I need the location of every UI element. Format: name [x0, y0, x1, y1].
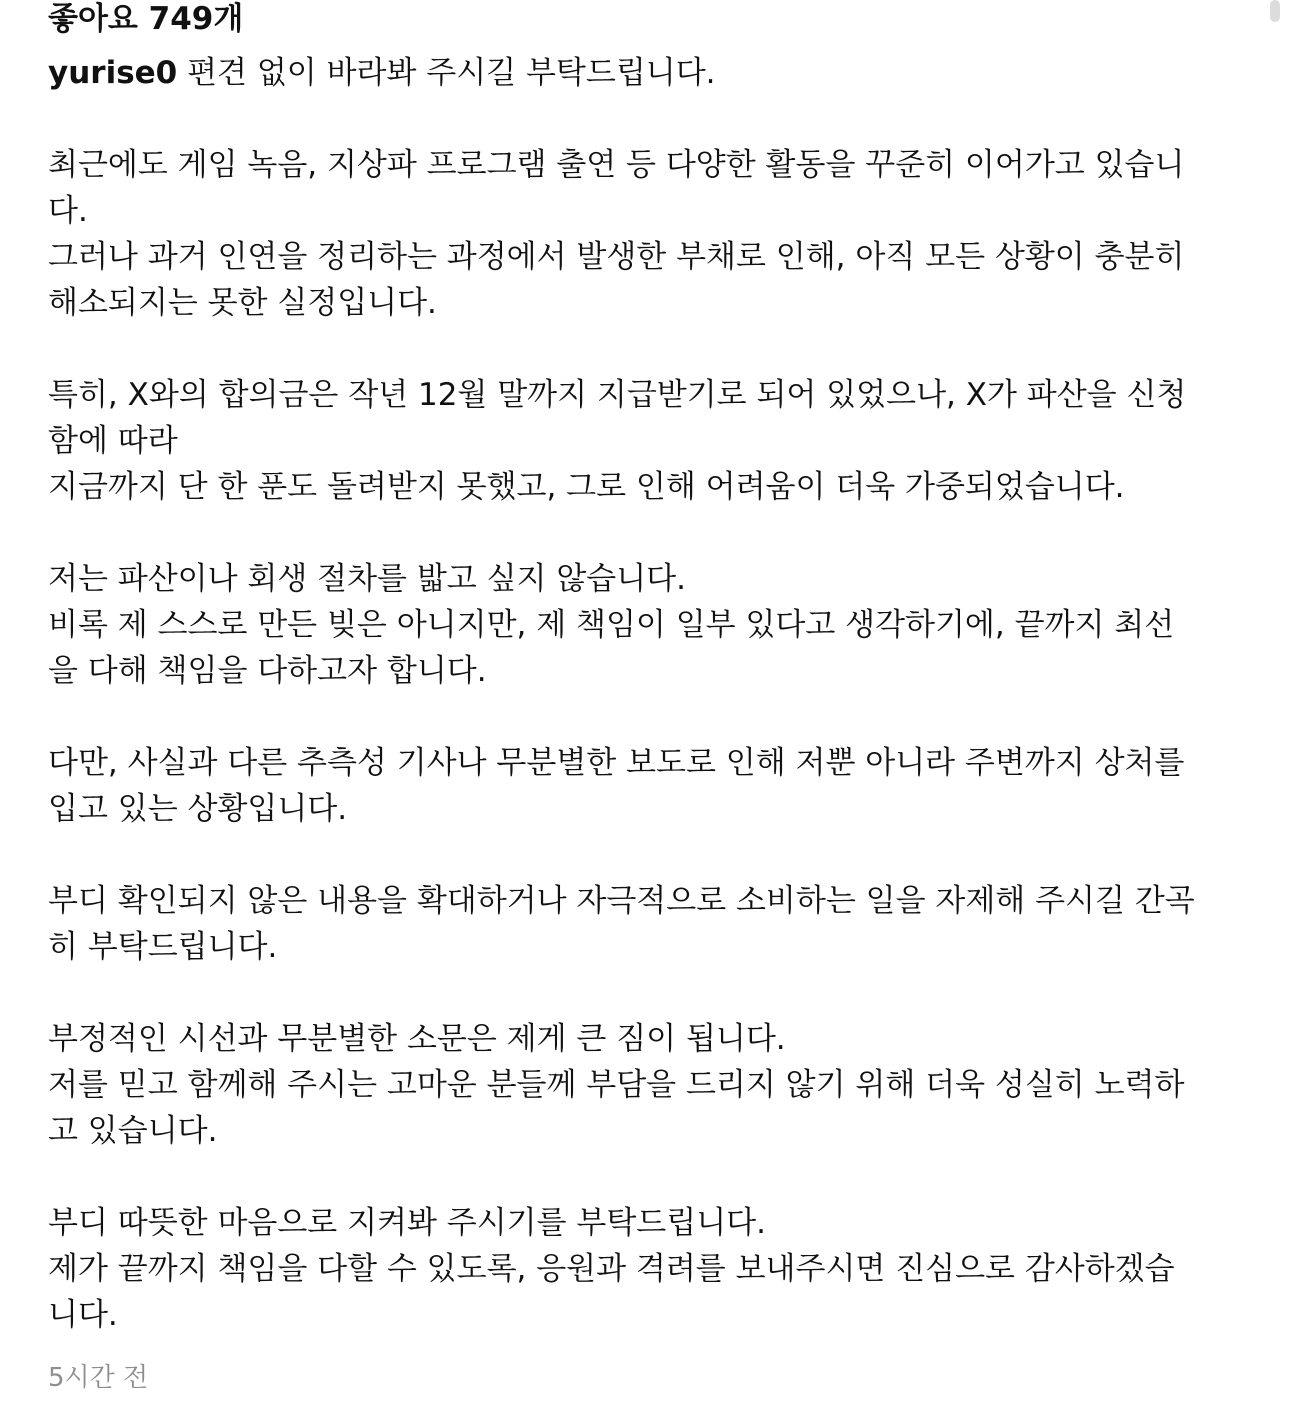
caption-line: [48, 510, 1244, 556]
caption-line: 부디 확인되지 않은 내용을 확대하거나 자극적으로 소비하는 일을 자제해 주시길 간곡: [48, 883, 1195, 919]
caption-line: [48, 694, 1244, 740]
caption-line: [48, 96, 1244, 142]
caption-line: 특히, X와의 합의금은 작년 12월 말까지 지급받기로 되어 있었으나, X가 파산을 신청: [48, 377, 1187, 413]
caption-line: 최근에도 게임 녹음, 지상파 프로그램 출연 등 다양한 활동을 꾸준히 이어가고 있습니: [48, 147, 1185, 183]
username-link[interactable]: yurise0: [48, 55, 178, 91]
caption-line: 부디 따뜻한 마음으로 지켜봐 주시기를 부탁드립니다.: [48, 1205, 766, 1241]
caption-line: 함에 따라: [48, 423, 178, 459]
post-timestamp[interactable]: 5시간 전: [48, 1363, 149, 1393]
caption-text: 편견 없이 바라봐 주시길 부탁드립니다.: [177, 55, 716, 91]
caption-line: 입고 있는 상황입니다.: [48, 791, 348, 827]
caption-line: 비록 제 스스로 만든 빚은 아니지만, 제 책임이 일부 있다고 생각하기에, 끝까지 최선: [48, 607, 1175, 643]
caption-line: [48, 970, 1244, 1016]
caption-line: 니다.: [48, 1297, 118, 1333]
caption-line: 제가 끝까지 책임을 다할 수 있도록, 응원과 격려를 보내주시면 진심으로 감사하겠습: [48, 1251, 1175, 1287]
caption-line: 저를 믿고 함께해 주시는 고마운 분들께 부담을 드리지 않기 위해 더욱 성실히 노력하: [48, 1067, 1185, 1103]
caption-line: [48, 832, 1244, 878]
caption-line: 히 부탁드립니다.: [48, 929, 278, 965]
scrollbar[interactable]: [1270, 0, 1280, 22]
caption-line: [48, 1154, 1244, 1200]
caption-line: 고 있습니다.: [48, 1113, 218, 1149]
caption-line: 그러나 과거 인연을 정리하는 과정에서 발생한 부채로 인해, 아직 모든 상황이 충분히: [48, 239, 1185, 275]
caption-line: [48, 326, 1244, 372]
caption-line: 부정적인 시선과 무분별한 소문은 제게 큰 짐이 됩니다.: [48, 1021, 786, 1057]
caption-line: 다만, 사실과 다른 추측성 기사나 무분별한 보도로 인해 저뿐 아니라 주변까지 상처를: [48, 745, 1185, 781]
caption-line: 다.: [48, 193, 88, 229]
caption-line: 을 다해 책임을 다하고자 합니다.: [48, 653, 487, 689]
caption-line: 지금까지 단 한 푼도 돌려받지 못했고, 그로 인해 어려움이 더욱 가중되었습니다.: [48, 469, 1125, 505]
caption-line: 저는 파산이나 회생 절차를 밟고 싶지 않습니다.: [48, 561, 686, 597]
caption-first-line: [48, 50, 1244, 96]
likes-count[interactable]: 좋아요 749개: [48, 1, 244, 37]
caption: [48, 50, 1244, 1338]
caption-line: 해소되지는 못한 실정입니다.: [48, 285, 437, 321]
